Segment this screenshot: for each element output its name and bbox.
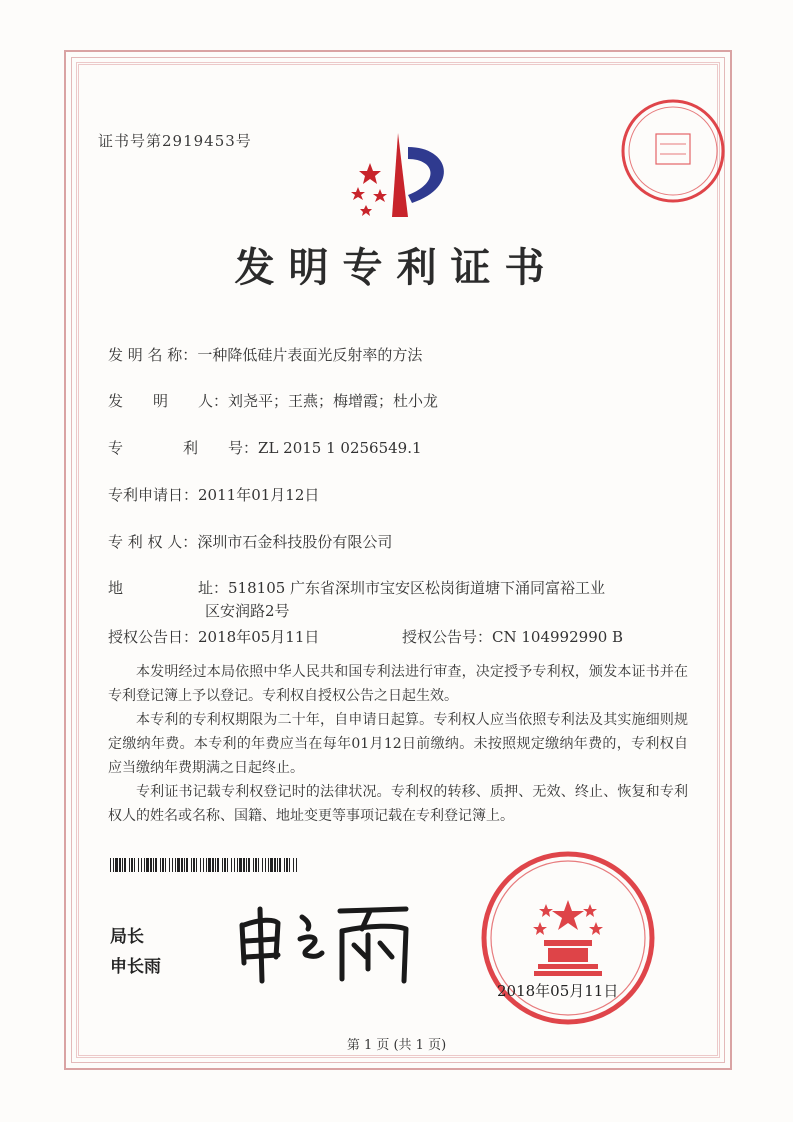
patent-number: ZL 2015 1 0256549.1 <box>258 439 422 457</box>
patentee-label: 专 利 权 人： <box>108 533 198 551</box>
grant-pub-date-label: 授权公告日： <box>108 628 199 646</box>
grant-pub-number-row <box>402 626 623 647</box>
handwritten-signature <box>230 895 420 985</box>
page-number: 第 1 页 (共 1 页) <box>346 1038 447 1053</box>
paragraph-3: 专利证书记载专利权登记时的法律状况。专利权的转移、质押、无效、终止、恢复和专利权人的姓名或名称、国籍、地址变更等事项记载在专利登记簿上。 <box>108 784 688 824</box>
inventors-row <box>108 390 438 411</box>
invention-name-row <box>108 344 422 365</box>
grant-pub-number: CN 104992990 B <box>492 628 624 646</box>
filing-date-row <box>108 484 319 505</box>
address-line-2: 区安润路2号 <box>205 602 290 620</box>
invention-name: 一种降低硅片表面光反射率的方法 <box>197 346 423 364</box>
signatory-name: 申长雨 <box>110 957 161 977</box>
invention-name-label: 发 明 名 称： <box>108 346 198 364</box>
patent-number-row <box>108 437 422 458</box>
patentee: 深圳市石金科技股份有限公司 <box>197 533 393 551</box>
issue-date: 2018年05月11日 <box>497 982 619 1000</box>
grant-pub-date: 2018年05月11日 <box>198 628 320 646</box>
grant-pub-date-row <box>108 626 319 647</box>
address-row <box>108 577 605 598</box>
certificate-number: 证书号第2919453号 <box>98 132 252 150</box>
inventors: 刘尧平；王燕；梅增霞；杜小龙 <box>228 392 439 410</box>
barcode <box>110 858 300 872</box>
paragraph-1: 本发明经过本局依照中华人民共和国专利法进行审查，决定授予专利权，颁发本证书并在专利登记簿上予以登记。专利权自授权公告之日起生效。 <box>108 664 688 704</box>
cnipa-official-seal <box>478 848 658 1028</box>
grant-pub-number-label: 授权公告号： <box>402 628 493 646</box>
patent-number-label: 专 利 号： <box>108 439 259 457</box>
document-title: 发明专利证书 <box>234 244 559 291</box>
tax-stamp-seal <box>618 96 728 206</box>
address-line-1: 518105 广东省深圳市宝安区松岗街道塘下涌同富裕工业 <box>228 579 606 597</box>
signatory-title: 局长 <box>110 927 144 947</box>
paragraph-2: 本专利的专利权期限为二十年，自申请日起算。专利权人应当依照专利法及其实施细则规定缴纳年费。本专利的年费应当在每年01月12日前缴纳。未按照规定缴纳年费的，专利权自应当缴纳年费期满之日起终止。 <box>108 712 688 776</box>
cnipa-logo-icon <box>340 125 470 225</box>
address-label: 地 址： <box>108 579 229 597</box>
filing-date-label: 专利申请日： <box>108 486 199 504</box>
filing-date: 2011年01月12日 <box>198 486 320 504</box>
patentee-row <box>108 531 392 552</box>
inventors-label: 发 明 人： <box>108 392 229 410</box>
